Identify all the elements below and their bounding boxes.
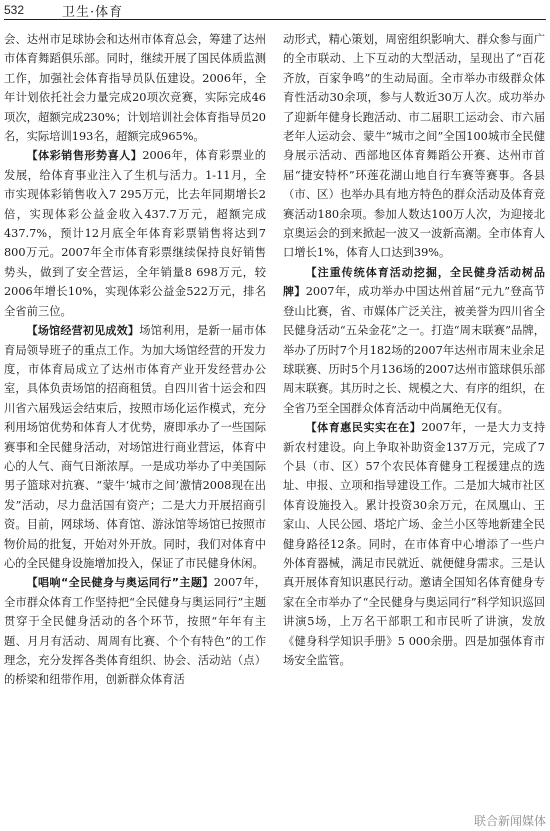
- paragraph-body: 2006年，体育彩票业的发展，给体育事业注入了生机与活力。1-11月，全市实现体彩销售收入7 295万元，比去年同期增长2倍，实现体彩公益金收入437.7万元，超额完成437.7%，预计12月底全年体育彩票销售将达到7 800万元。2007年全市体育彩票继续保持良好销售势头，做到了安全营运，全年销量8 698万元，较2006年增长10%，实现体彩公益金522万元，排名全省前三位。: [4, 149, 266, 318]
- paragraph: [283, 263, 545, 418]
- header-rule: [4, 19, 546, 20]
- paragraph: [4, 146, 266, 321]
- paragraph-body: 场馆利用，是新一届市体育局领导班子的重点工作。为加大场馆经营的开发力度，市体育局成立了达州市体育产业开发经营办公室，具体负责场馆的招商租赁。自四川省十运会和四川省六届残运会结束后，按照市场化运作模式，充分利用场馆优势和体育人才优势，赓即承办了一些国际赛事和全民健身活动，对场馆进行商业营运，体育中心的人气、商气日渐浓厚。一是成功举办了中美国际男子篮球对抗赛、“蒙牛‘城市之间’激情2008现在出发”活动，尽力盘活国有资产；二是大力开展招商引资。目前，网球场、体育馆、游泳馆等场馆已按照市物价局的批复，开始对外开放。同时，我们对体育中心的全民健身设施增加投入，保证了市民健身休闲。: [4, 324, 266, 570]
- subheading: 【体育惠民实实在在】: [305, 421, 422, 435]
- paragraph: 动形式，精心策划，周密组织影响大、群众参与面广的全市联动、上下互动的大型活动，呈现出了“百花齐放，百家争鸣”的生动局面。全市举办市级群众体育性活动30余项，参与人数近30万人次。成功举办了迎新年健身长跑活动、市二届职工运动会、市六届老年人运动会、蒙牛“城市之间”全国100城市全民健身展示活动、西部地区体育舞蹈公开赛、达州市首届“捷安特杯”环莲花湖山地自行车赛等赛事。各县（市、区）也举办具有地方特色的群众活动及体育竞赛活动180余项。参加人数达100万人次，为迎接北京奥运会的到来掀起一波又一波新高潮。全市体育人口增长1%，体育人口达到39%。: [283, 33, 545, 260]
- subheading: 【体彩销售形势喜人】: [26, 149, 143, 163]
- page-number: 532: [4, 3, 25, 17]
- paragraph-body: 2007年，全市群众体育工作坚持把“全民健身与奥运同行”主题贯穿于全民健身活动的各个环节，按照“年年有主题、月月有活动、周周有比赛、个个有特色”的工作理念，充分发挥各类体育组织、协会、活动站（点）的桥梁和纽带作用，创新群众体育活: [4, 576, 266, 687]
- right-column: [283, 30, 545, 830]
- subheading: 【场馆经营初见成效】: [26, 324, 140, 338]
- paragraph: [4, 573, 266, 689]
- paragraph: [4, 321, 266, 573]
- page-header: [0, 0, 550, 22]
- paragraph: [283, 418, 545, 670]
- paragraph: 会、达州市足球协会和达州市体育总会，筹建了达州市体育舞蹈俱乐部。同时，继续开展了国民体质监测工作，加强社会体育指导员队伍建设。2006年，全年计划依托社会力量完成20项次竞赛，实际完成46项次，超额完成230%；计划培训社会体育指导员20名，实际培训193名，超额完成965%。: [4, 33, 266, 144]
- paragraph-body: 2007年，一是大力支持新农村建设。向上争取补助资金137万元，完成了7个县（市、区）57个农民体育健身工程援建点的选址、申报、立项和指导建设工作。二是加大城市社区体育设施投入。累计投资30余万元，在凤凰山、王家山、人民公园、塔坨广场、金兰小区等地新建全民健身路径12条。同时，在市体育中心增添了一些户外体育器械，满足市民就近、就便健身需求。三是认真开展体育知识惠民行动。邀请全国知名体育健身专家在全市举办了“全民健身与奥运同行”科学知识巡回讲演5场，上万名干部职工和市民听了讲演，发放《健身科学知识手册》5 000余册。四是加强体育市场安全监管。: [283, 421, 545, 667]
- left-column: [4, 30, 266, 830]
- subheading: 【唱响“全民健身与奥运同行”主题】: [26, 576, 214, 590]
- paragraph-body: 2007年，成功举办中国达州首届“元九”登高节登山比赛，省、市媒体广泛关注，被美誉为四川省全民健身活动“五朵金花”之一。打造“周末联赛”品牌，举办了历时7个月182场的2007年达州市周末业余足球联赛、历时5个月136场的2007达州市篮球俱乐部周末联赛。其历时之长、规模之大、有序的组织，在全省乃至全国群众体育活动中尚属绝无仅有。: [283, 285, 545, 415]
- section-title: 卫生·体育: [62, 5, 124, 20]
- watermark: 联合新闻媒体: [473, 814, 546, 828]
- subheading: 【注重传统体育活动挖掘，全民健身活动树品牌】: [283, 265, 545, 299]
